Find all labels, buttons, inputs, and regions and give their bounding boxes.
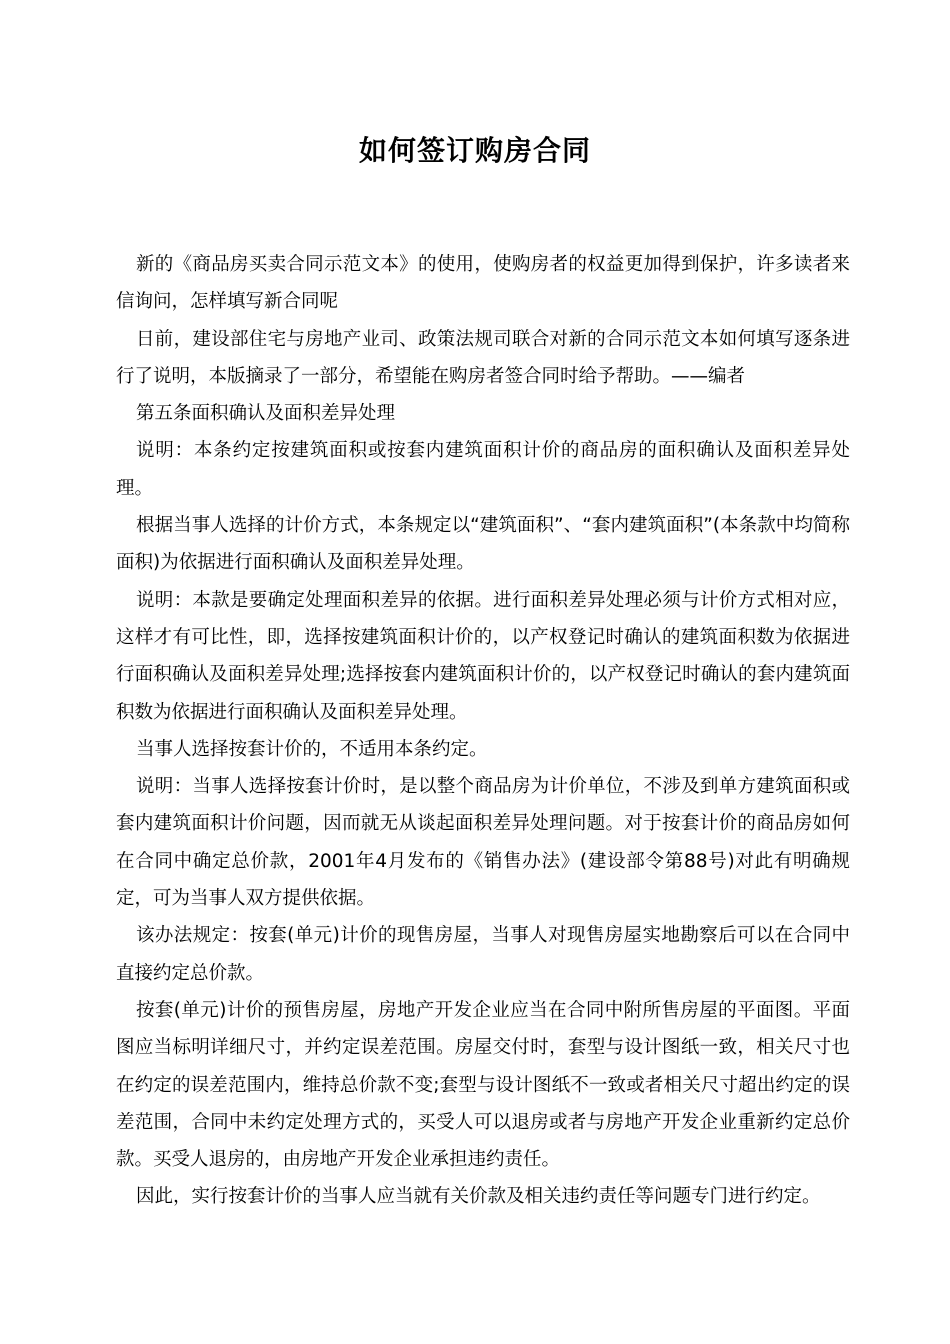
document-title: 如何签订购房合同: [358, 134, 591, 167]
paragraph-intro: 新的《商品房买卖合同示范文本》的使用，使购房者的权益更加得到保护，许多读者来信询问，怎样填写新合同呢: [116, 254, 850, 313]
paragraph-explanation-1: 说明：本条约定按建筑面积或按套内建筑面积计价的商品房的面积确认及面积差异处理。: [116, 440, 850, 499]
paragraph-explanation-2: 说明：本款是要确定处理面积差异的依据。进行面积差异处理必须与计价方式相对应，这样才有可比性，即，选择按建筑面积计价的，以产权登记时确认的建筑面积数为依据进行面积确认及面积差异处理;选择按套内建筑面积计价的，以产权登记时确认的套内建筑面积数为依据进行面积确认及面积差异处理。: [116, 589, 850, 723]
document-body: [116, 246, 850, 1216]
paragraph-article-heading: 第五条面积确认及面积差异处理: [136, 403, 396, 425]
paragraph-explanation-3: 说明：当事人选择按套计价时，是以整个商品房为计价单位，不涉及到单方建筑面积或套内建筑面积计价问题，因而就无从谈起面积差异处理问题。对于按套计价的商品房如何在合同中确定总价款，2001年4月发布的《销售办法》(建设部令第88号)对此有明确规定，可为当事人双方提供依据。: [116, 776, 850, 910]
paragraph-clause-1: 根据当事人选择的计价方式，本条规定以“建筑面积”、“套内建筑面积”(本条款中均简称面积)为依据进行面积确认及面积差异处理。: [116, 515, 850, 574]
paragraph-editor-note: 日前，建设部住宅与房地产业司、政策法规司联合对新的合同示范文本如何填写逐条进行了说明，本版摘录了一部分，希望能在购房者签合同时给予帮助。——编者: [116, 328, 850, 387]
paragraph-conclusion: 因此，实行按套计价的当事人应当就有关价款及相关违约责任等问题专门进行约定。: [136, 1186, 821, 1208]
paragraph-regulation-1: 该办法规定：按套(单元)计价的现售房屋，当事人对现售房屋实地勘察后可以在合同中直接约定总价款。: [116, 925, 850, 984]
paragraph-regulation-2: 按套(单元)计价的预售房屋，房地产开发企业应当在合同中附所售房屋的平面图。平面图应当标明详细尺寸，并约定误差范围。房屋交付时，套型与设计图纸一致，相关尺寸也在约定的误差范围内，维持总价款不变;套型与设计图纸不一致或者相关尺寸超出约定的误差范围，合同中未约定处理方式的，买受人可以退房或者与房地产开发企业重新约定总价款。买受人退房的，由房地产开发企业承担违约责任。: [116, 999, 850, 1171]
paragraph-clause-2: 当事人选择按套计价的，不适用本条约定。: [136, 738, 488, 760]
